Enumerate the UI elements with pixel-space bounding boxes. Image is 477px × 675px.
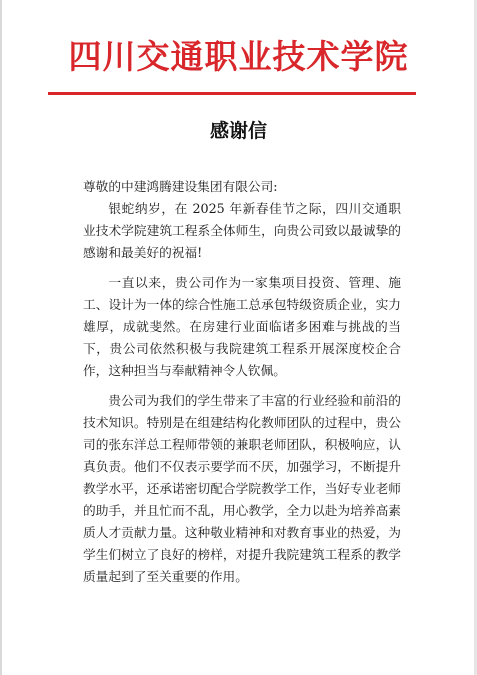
letter-body xyxy=(83,176,401,588)
letter-paragraph-3: 贵公司为我们的学生带来了丰富的行业经验和前沿的技术知识。特别是在组建结构化教师团队的过程中，贵公司的张东洋总工程师带领的兼职老师团队，积极响应，认真负责。他们不仅表示要学而不厌，加强学习，不断提升教学水平，还承诺密切配合学院教学工作，当好专业老师的助手，并且忙而不乱，用心教学，全力以赴为培养高素质人才贡献力量。这种敬业精神和对教育事业的热爱，为学生们树立了良好的榜样，对提升我院建筑工程系的教学质量起到了至关重要的作用。 xyxy=(83,393,401,584)
letterhead-red-rule xyxy=(48,92,416,95)
letter-title: 感谢信 xyxy=(209,120,267,142)
letterhead-institution-name: 四川交通职业技术学院 xyxy=(68,37,409,76)
letter-paragraph-2: 一直以来，贵公司作为一家集项目投资、管理、施工、设计为一体的综合性施工总承包特级资质企业，实力雄厚，成就斐然。在房建行业面临诸多困难与挑战的当下，贵公司依然积极与我院建筑工程系开展深度校企合作，这种担当与奉献精神令人钦佩。 xyxy=(83,275,401,378)
letter-paragraph-1: 银蛇纳岁，在 2025 年新春佳节之际，四川交通职业技术学院建筑工程系全体师生，向贵公司致以最诚挚的感谢和最美好的祝福! xyxy=(83,201,401,260)
page-edge-left xyxy=(0,0,2,675)
letter-salutation: 尊敬的中建鸿腾建设集团有限公司: xyxy=(83,179,278,194)
